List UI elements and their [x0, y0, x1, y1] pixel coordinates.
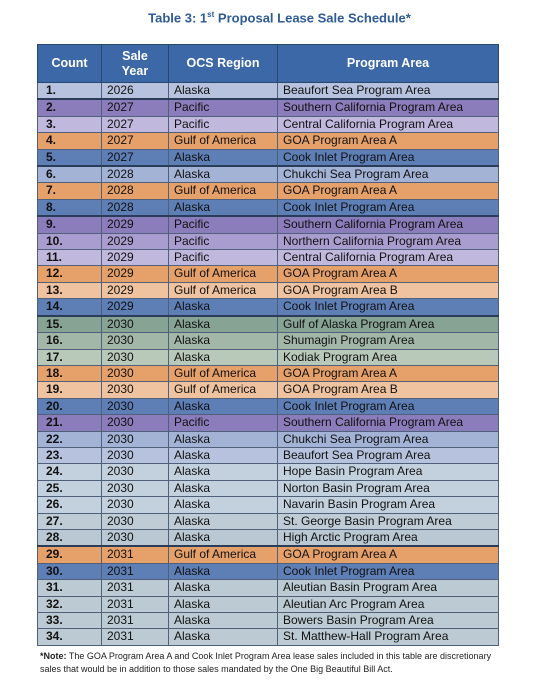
cell-ocs-region: Alaska: [169, 613, 278, 629]
cell-sale-year: 2030: [102, 316, 169, 333]
cell-program-area: Southern California Program Area: [278, 99, 499, 116]
cell-ocs-region: Alaska: [169, 529, 278, 546]
cell-ocs-region: Alaska: [169, 629, 278, 645]
cell-program-area: Cook Inlet Program Area: [278, 299, 499, 316]
cell-count: 3.: [38, 116, 102, 132]
table-row: [38, 513, 499, 529]
cell-sale-year: 2029: [102, 233, 169, 249]
cell-program-area: Central California Program Area: [278, 116, 499, 132]
cell-ocs-region: Alaska: [169, 431, 278, 447]
table-row: [38, 316, 499, 333]
table-row: [38, 365, 499, 381]
cell-sale-year: 2026: [102, 83, 169, 100]
cell-count: 8.: [38, 199, 102, 216]
cell-ocs-region: Alaska: [169, 447, 278, 463]
table-title: Table 3: 1st Proposal Lease Sale Schedule*: [148, 10, 411, 26]
table-row: [38, 529, 499, 546]
table-row: [38, 233, 499, 249]
cell-sale-year: 2030: [102, 349, 169, 365]
cell-ocs-region: Alaska: [169, 580, 278, 596]
cell-count: 18.: [38, 365, 102, 381]
table-row: [38, 133, 499, 149]
cell-ocs-region: Gulf of America: [169, 382, 278, 398]
cell-ocs-region: Alaska: [169, 596, 278, 612]
cell-program-area: Cook Inlet Program Area: [278, 149, 499, 166]
cell-ocs-region: Alaska: [169, 497, 278, 513]
cell-sale-year: 2031: [102, 596, 169, 612]
table-row: [38, 99, 499, 116]
table-row: [38, 349, 499, 365]
cell-count: 13.: [38, 282, 102, 298]
table-row: [38, 216, 499, 233]
cell-count: 14.: [38, 299, 102, 316]
table-row: [38, 563, 499, 579]
header-ocs-region: OCS Region: [169, 45, 278, 83]
cell-count: 24.: [38, 464, 102, 480]
cell-ocs-region: Alaska: [169, 316, 278, 333]
table-row: [38, 382, 499, 398]
cell-sale-year: 2028: [102, 166, 169, 183]
cell-sale-year: 2027: [102, 149, 169, 166]
cell-sale-year: 2029: [102, 266, 169, 282]
table-row: [38, 546, 499, 563]
cell-count: 5.: [38, 149, 102, 166]
table-row: [38, 166, 499, 183]
table-row: [38, 282, 499, 298]
cell-ocs-region: Pacific: [169, 250, 278, 266]
cell-ocs-region: Gulf of America: [169, 266, 278, 282]
table-row: [38, 149, 499, 166]
cell-ocs-region: Gulf of America: [169, 365, 278, 381]
cell-program-area: Kodiak Program Area: [278, 349, 499, 365]
cell-ocs-region: Gulf of America: [169, 133, 278, 149]
lease-sale-schedule-table: [37, 44, 499, 646]
cell-sale-year: 2030: [102, 497, 169, 513]
cell-ocs-region: Alaska: [169, 333, 278, 349]
cell-ocs-region: Gulf of America: [169, 282, 278, 298]
cell-sale-year: 2029: [102, 299, 169, 316]
cell-count: 9.: [38, 216, 102, 233]
cell-count: 6.: [38, 166, 102, 183]
cell-ocs-region: Alaska: [169, 464, 278, 480]
cell-program-area: Southern California Program Area: [278, 216, 499, 233]
cell-ocs-region: Alaska: [169, 480, 278, 496]
cell-sale-year: 2031: [102, 613, 169, 629]
cell-sale-year: 2029: [102, 216, 169, 233]
cell-sale-year: 2030: [102, 415, 169, 431]
cell-sale-year: 2029: [102, 282, 169, 298]
cell-ocs-region: Pacific: [169, 99, 278, 116]
cell-sale-year: 2031: [102, 563, 169, 579]
cell-ocs-region: Alaska: [169, 166, 278, 183]
cell-ocs-region: Alaska: [169, 349, 278, 365]
header-sale-year: Sale Year: [102, 45, 169, 83]
cell-program-area: GOA Program Area A: [278, 365, 499, 381]
cell-count: 26.: [38, 497, 102, 513]
table-row: [38, 480, 499, 496]
cell-ocs-region: Alaska: [169, 563, 278, 579]
cell-program-area: Cook Inlet Program Area: [278, 398, 499, 414]
cell-count: 23.: [38, 447, 102, 463]
cell-count: 1.: [38, 83, 102, 100]
cell-count: 19.: [38, 382, 102, 398]
cell-sale-year: 2030: [102, 333, 169, 349]
cell-program-area: Aleutian Arc Program Area: [278, 596, 499, 612]
cell-program-area: Bowers Basin Program Area: [278, 613, 499, 629]
cell-count: 17.: [38, 349, 102, 365]
cell-program-area: Norton Basin Program Area: [278, 480, 499, 496]
cell-sale-year: 2030: [102, 431, 169, 447]
cell-sale-year: 2030: [102, 529, 169, 546]
cell-program-area: GOA Program Area A: [278, 183, 499, 199]
cell-sale-year: 2029: [102, 250, 169, 266]
cell-count: 28.: [38, 529, 102, 546]
cell-program-area: Central California Program Area: [278, 250, 499, 266]
cell-program-area: St. George Basin Program Area: [278, 513, 499, 529]
table-row: [38, 83, 499, 100]
table-row: [38, 497, 499, 513]
cell-count: 11.: [38, 250, 102, 266]
table-row: [38, 629, 499, 645]
cell-program-area: GOA Program Area A: [278, 546, 499, 563]
table-row: [38, 183, 499, 199]
cell-program-area: GOA Program Area A: [278, 266, 499, 282]
header-row: [38, 45, 499, 83]
table-row: [38, 415, 499, 431]
footnote: [40, 650, 510, 676]
cell-program-area: Navarin Basin Program Area: [278, 497, 499, 513]
table-row: [38, 613, 499, 629]
cell-sale-year: 2030: [102, 447, 169, 463]
cell-program-area: St. Matthew-Hall Program Area: [278, 629, 499, 645]
cell-ocs-region: Alaska: [169, 83, 278, 100]
cell-program-area: Chukchi Sea Program Area: [278, 166, 499, 183]
cell-sale-year: 2030: [102, 513, 169, 529]
cell-program-area: Cook Inlet Program Area: [278, 199, 499, 216]
cell-count: 20.: [38, 398, 102, 414]
cell-sale-year: 2031: [102, 546, 169, 563]
cell-count: 25.: [38, 480, 102, 496]
cell-sale-year: 2028: [102, 199, 169, 216]
cell-ocs-region: Alaska: [169, 149, 278, 166]
title-superscript: st: [207, 10, 215, 19]
table-row: [38, 333, 499, 349]
cell-count: 27.: [38, 513, 102, 529]
cell-sale-year: 2031: [102, 629, 169, 645]
cell-sale-year: 2028: [102, 183, 169, 199]
cell-ocs-region: Alaska: [169, 199, 278, 216]
cell-count: 2.: [38, 99, 102, 116]
cell-count: 33.: [38, 613, 102, 629]
table-row: [38, 116, 499, 132]
cell-sale-year: 2030: [102, 480, 169, 496]
cell-sale-year: 2030: [102, 382, 169, 398]
cell-program-area: Beaufort Sea Program Area: [278, 447, 499, 463]
cell-ocs-region: Alaska: [169, 299, 278, 316]
table-row: [38, 580, 499, 596]
cell-program-area: GOA Program Area B: [278, 282, 499, 298]
note-label: *Note:: [40, 651, 67, 661]
cell-ocs-region: Alaska: [169, 398, 278, 414]
cell-sale-year: 2027: [102, 99, 169, 116]
cell-program-area: Shumagin Program Area: [278, 333, 499, 349]
table-row: [38, 398, 499, 414]
cell-sale-year: 2030: [102, 398, 169, 414]
cell-count: 10.: [38, 233, 102, 249]
cell-program-area: GOA Program Area A: [278, 133, 499, 149]
header-count: Count: [38, 45, 102, 83]
cell-program-area: Beaufort Sea Program Area: [278, 83, 499, 100]
table-row: [38, 250, 499, 266]
table-body: [38, 83, 499, 646]
cell-count: 22.: [38, 431, 102, 447]
cell-ocs-region: Gulf of America: [169, 183, 278, 199]
cell-program-area: High Arctic Program Area: [278, 529, 499, 546]
cell-program-area: Hope Basin Program Area: [278, 464, 499, 480]
cell-count: 34.: [38, 629, 102, 645]
table-row: [38, 199, 499, 216]
cell-count: 16.: [38, 333, 102, 349]
cell-count: 32.: [38, 596, 102, 612]
cell-program-area: Southern California Program Area: [278, 415, 499, 431]
cell-program-area: GOA Program Area B: [278, 382, 499, 398]
cell-program-area: Northern California Program Area: [278, 233, 499, 249]
cell-sale-year: 2030: [102, 365, 169, 381]
table-row: [38, 464, 499, 480]
cell-count: 7.: [38, 183, 102, 199]
cell-count: 31.: [38, 580, 102, 596]
table-row: [38, 431, 499, 447]
cell-sale-year: 2030: [102, 464, 169, 480]
header-program-area: Program Area: [278, 45, 499, 83]
cell-program-area: Aleutian Basin Program Area: [278, 580, 499, 596]
cell-ocs-region: Pacific: [169, 233, 278, 249]
table-row: [38, 447, 499, 463]
table-row: [38, 596, 499, 612]
cell-count: 30.: [38, 563, 102, 579]
table-row: [38, 266, 499, 282]
cell-count: 4.: [38, 133, 102, 149]
cell-program-area: Chukchi Sea Program Area: [278, 431, 499, 447]
cell-program-area: Gulf of Alaska Program Area: [278, 316, 499, 333]
cell-count: 29.: [38, 546, 102, 563]
cell-ocs-region: Gulf of America: [169, 546, 278, 563]
table-row: [38, 299, 499, 316]
note-text: The GOA Program Area A and Cook Inlet Program Area lease sales included in this table are discretionary sales that would be in addition to those sales mandated by the One Big Beautiful Bill Act.: [40, 651, 492, 674]
cell-ocs-region: Pacific: [169, 116, 278, 132]
cell-ocs-region: Pacific: [169, 216, 278, 233]
cell-sale-year: 2027: [102, 116, 169, 132]
cell-sale-year: 2027: [102, 133, 169, 149]
cell-sale-year: 2031: [102, 580, 169, 596]
cell-program-area: Cook Inlet Program Area: [278, 563, 499, 579]
cell-ocs-region: Alaska: [169, 513, 278, 529]
cell-count: 21.: [38, 415, 102, 431]
cell-count: 15.: [38, 316, 102, 333]
cell-ocs-region: Pacific: [169, 415, 278, 431]
cell-count: 12.: [38, 266, 102, 282]
